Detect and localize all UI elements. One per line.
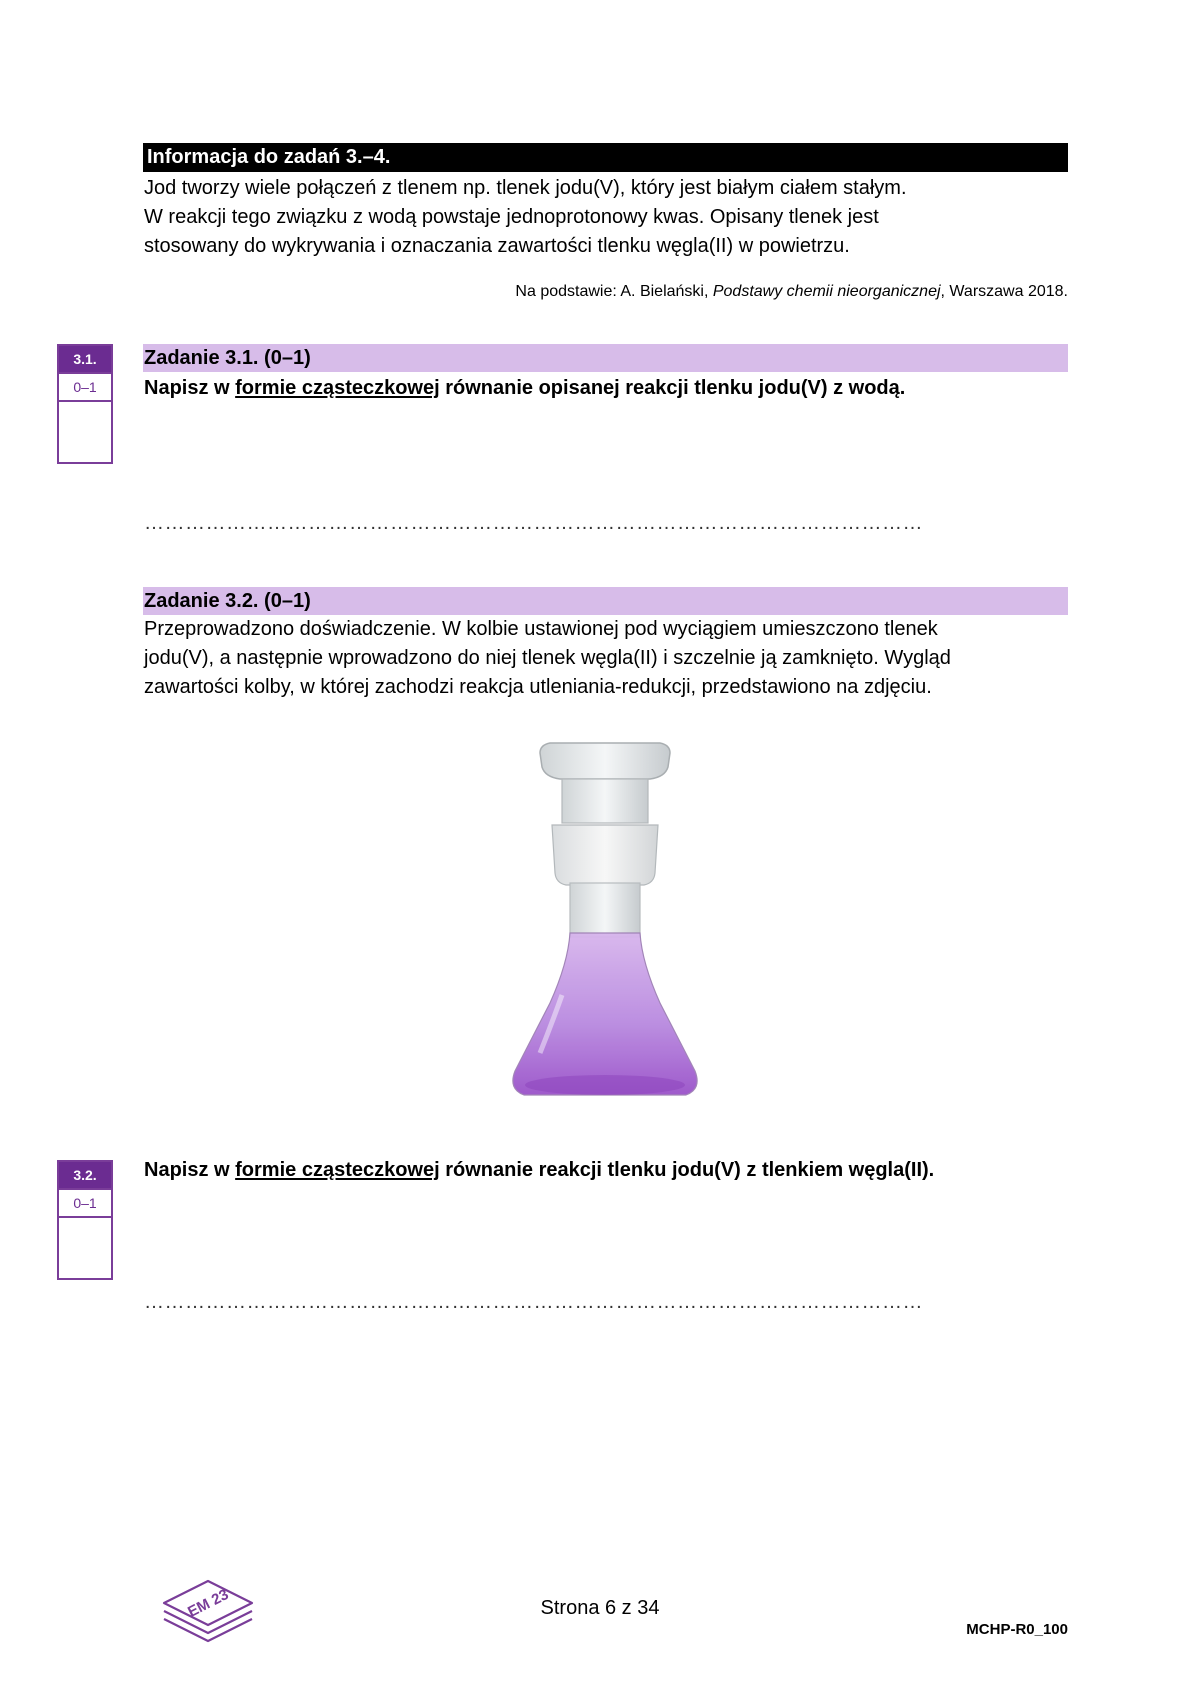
info-paragraph	[144, 174, 1074, 261]
source-title: Podstawy chemii nieorganicznej	[712, 283, 941, 300]
task-3-2-header: Zadanie 3.2. (0–1)	[143, 587, 1068, 615]
answer-line-3-2[interactable]: ……………………………………………………………………………………………………	[144, 1291, 923, 1313]
command-text: Napisz w	[144, 1159, 236, 1181]
task-3-2-paragraph	[144, 615, 1074, 702]
page-number: Strona 6 z 34	[540, 1597, 660, 1619]
score-box-points: 0–1	[59, 372, 111, 402]
task-3-1-command	[144, 374, 905, 402]
logo-text: EM 23	[185, 1586, 232, 1621]
command-underlined: formie cząsteczkowej	[235, 1159, 440, 1181]
task-3-2-command	[144, 1156, 934, 1184]
score-box-entry[interactable]	[59, 1218, 111, 1278]
score-box-3-1	[57, 344, 113, 464]
score-box-entry[interactable]	[59, 402, 111, 462]
command-text: Napisz w	[144, 377, 236, 399]
info-line: stosowany do wykrywania i oznaczania zawartości tlenku węgla(II) w powietrzu.	[144, 235, 850, 257]
command-text: równanie reakcji tlenku jodu(V) z tlenkiem węgla(II).	[439, 1159, 935, 1181]
task-line: jodu(V), a następnie wprowadzono do niej tlenek węgla(II) i szczelnie ją zamknięto. Wygląd	[144, 647, 951, 669]
info-header: Informacja do zadań 3.–4.	[143, 143, 1068, 172]
task-line: zawartości kolby, w której zachodzi reakcja utleniania-redukcji, przedstawiono na zdjęciu.	[144, 676, 932, 698]
score-box-number: 3.2.	[59, 1162, 111, 1188]
score-box-points: 0–1	[59, 1188, 111, 1218]
source-citation	[515, 281, 1068, 303]
command-text: równanie opisanej reakcji tlenku jodu(V) z wodą.	[439, 377, 906, 399]
score-box-3-2	[57, 1160, 113, 1280]
flask-photo	[500, 733, 710, 1123]
info-line: W reakcji tego związku z wodą powstaje jednoprotonowy kwas. Opisany tlenek jest	[144, 206, 879, 228]
source-suffix: , Warszawa 2018.	[940, 283, 1068, 300]
answer-line-3-1[interactable]: ……………………………………………………………………………………………………	[144, 512, 923, 534]
task-line: Przeprowadzono doświadczenie. W kolbie ustawionej pod wyciągiem umieszczono tlenek	[144, 618, 938, 640]
task-3-1-header: Zadanie 3.1. (0–1)	[143, 344, 1068, 372]
info-line: Jod tworzy wiele połączeń z tlenem np. tlenek jodu(V), który jest białym ciałem stałym.	[144, 177, 907, 199]
score-box-number: 3.1.	[59, 346, 111, 372]
exam-code: MCHP-R0_100	[966, 1621, 1068, 1638]
source-prefix: Na podstawie: A. Bielański,	[515, 283, 713, 300]
command-underlined: formie cząsteczkowej	[235, 377, 440, 399]
